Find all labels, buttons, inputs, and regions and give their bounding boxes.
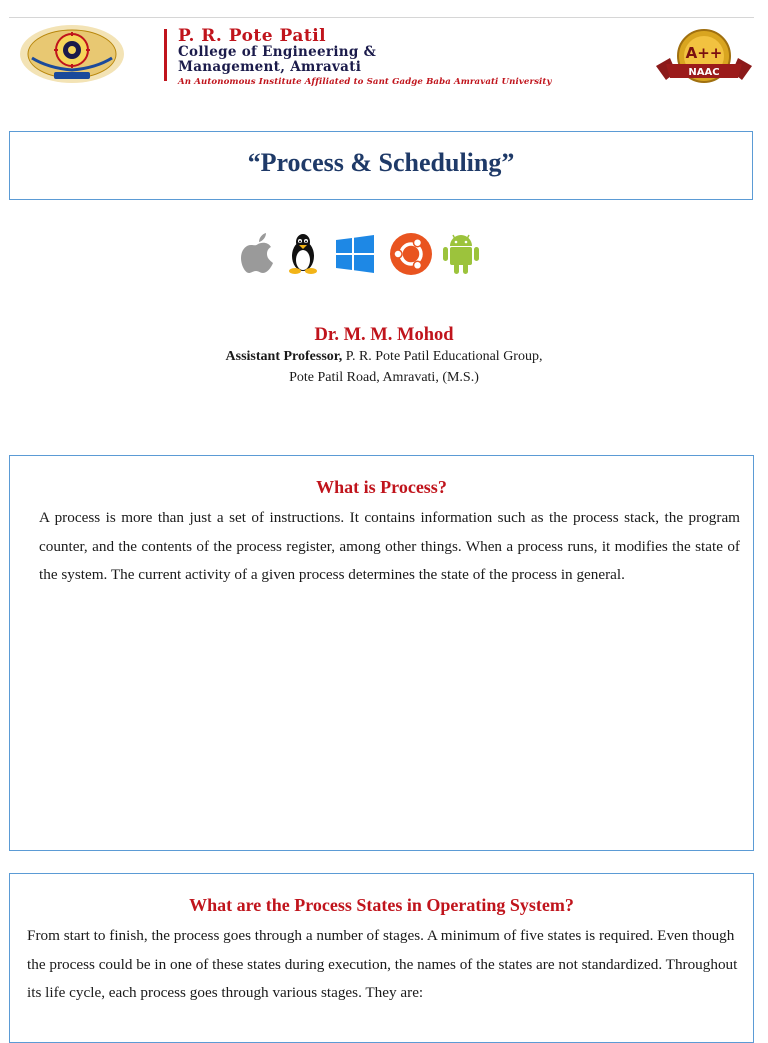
college-tagline: An Autonomous Institute Affiliated to Sant Gadge Baba Amravati University [178,77,552,87]
section-process-states [9,873,754,1043]
naac-label: NAAC [688,67,720,78]
college-name-line3: Management, Amravati [178,59,362,75]
section-heading: What is Process? [316,477,447,497]
section-heading: What are the Process States in Operating System? [189,895,574,915]
header [0,20,768,92]
section-body: A process is more than just a set of instructions. It contains information such as the process stack, the program counter, and the contents of the process register, among other things. When a process runs, it modifies the state of the system. The current activity of a given process determines the state of the process in general. [39,509,740,583]
windows-icon [336,235,374,273]
linux-tux-icon [287,232,319,274]
author-affiliation-line [0,346,768,367]
os-icons-row [240,232,490,277]
section-what-is-process [9,455,754,851]
naac-badge [656,28,752,92]
college-name-line2: College of Engineering & [178,44,377,60]
android-icon [443,232,479,276]
author-affiliation: P. R. Pote Patil Educational Group, [342,349,543,364]
title-box [9,131,753,200]
author-address: Pote Patil Road, Amravati, (M.S.) [289,370,479,385]
apple-icon [240,232,276,274]
author-block [0,324,768,388]
header-divider [164,29,167,81]
section-body: From start to finish, the process goes through a number of stages. A minimum of five states is required. Even though the process could be in one of these states during execution, the names of the states are not standardized. Throughout its life cycle, each process goes through various stages. They are: [27,927,738,1001]
naac-grade: A++ [685,44,723,62]
author-name: Dr. M. M. Mohod [314,325,454,345]
author-designation: Assistant Professor, [225,349,343,364]
college-name-line1: P. R. Pote Patil [178,26,327,46]
college-seal-logo [18,24,126,84]
ubuntu-icon [390,233,432,275]
college-name-block [178,27,552,88]
page-title: “Process & Scheduling” [247,148,515,177]
top-rule [9,17,754,18]
